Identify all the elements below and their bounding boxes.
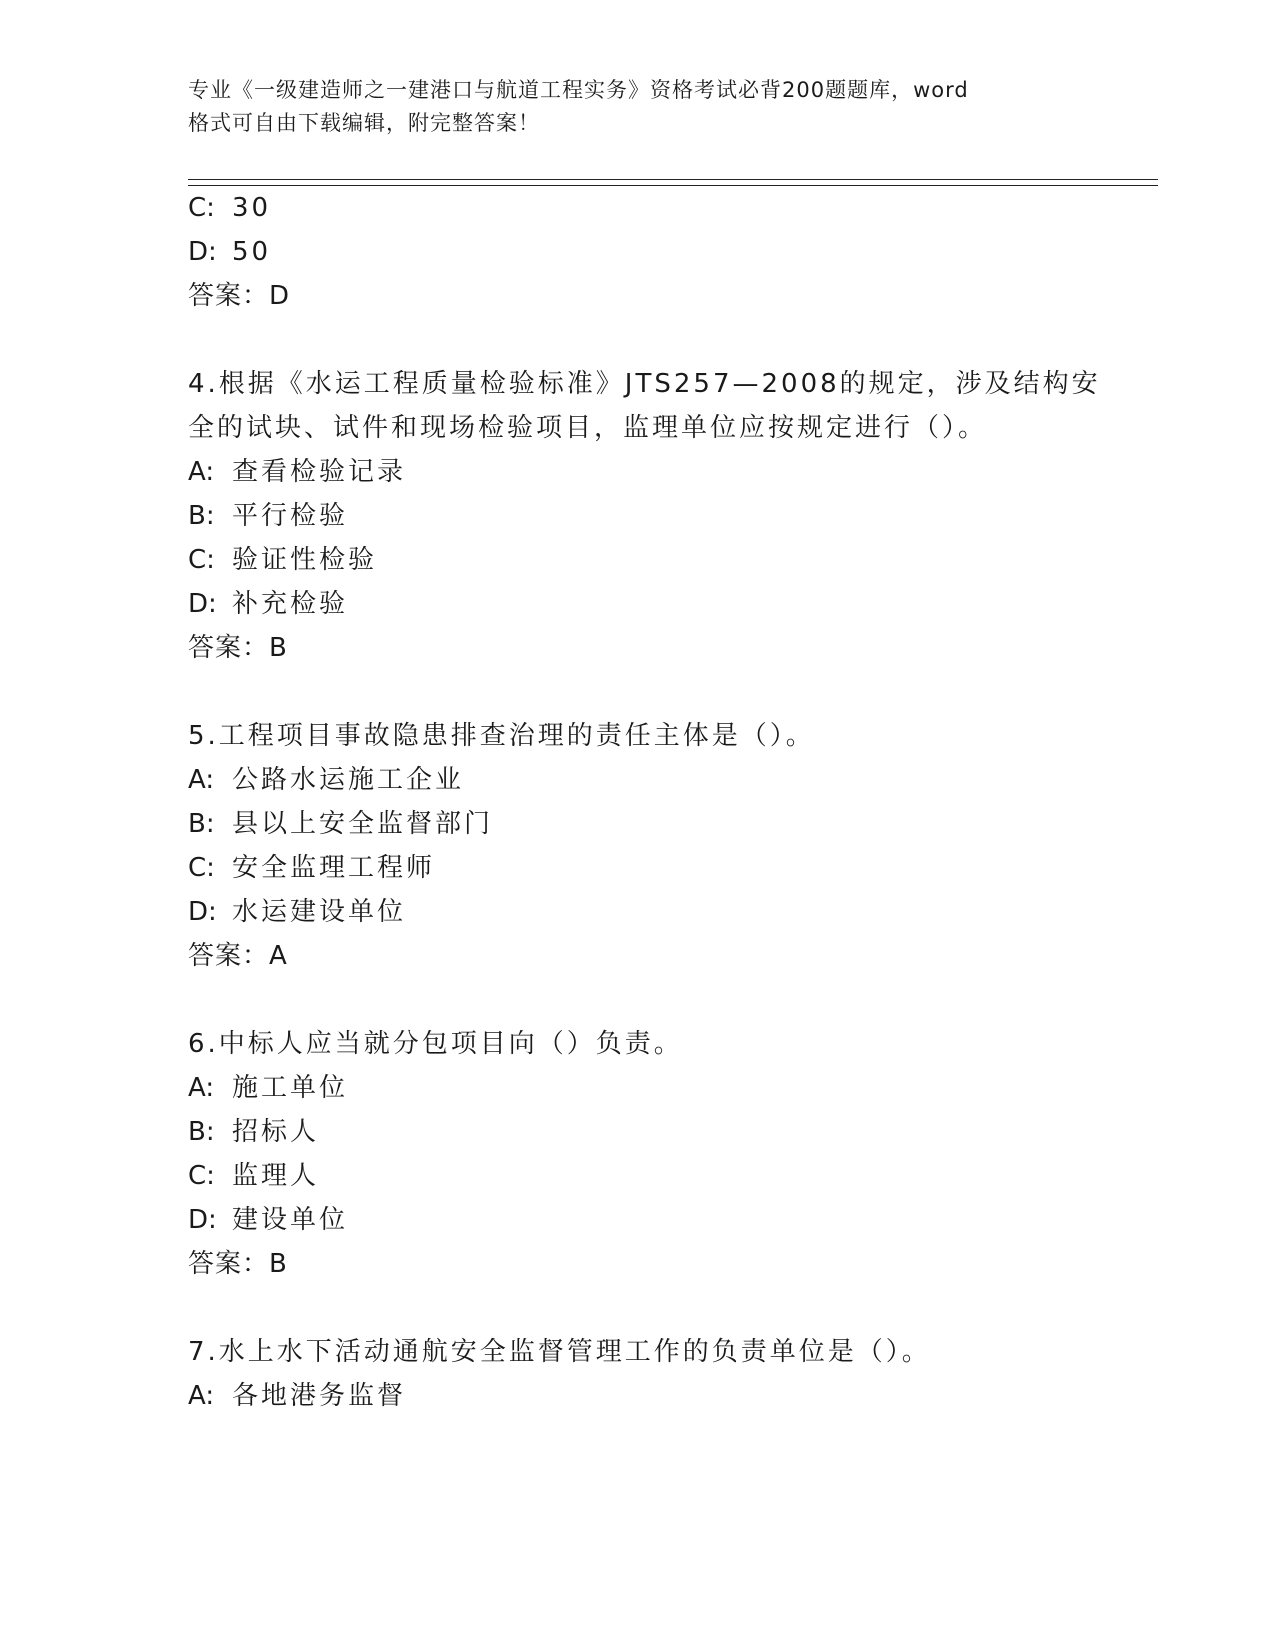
option-c [188,543,377,577]
option-text: 招标人 [232,1117,320,1147]
option-letter: C: [188,545,215,575]
option-text: 补充检验 [232,589,349,619]
option-a [188,455,406,489]
answer-line: 答案：A [188,941,288,971]
option-text: 县以上安全监督部门 [232,809,494,839]
option-letter: C: [188,1161,215,1191]
option-a [188,763,464,797]
option-b [188,807,493,841]
option-text: 查看检验记录 [232,457,407,487]
option-c [188,1159,319,1193]
option-text: 施工单位 [232,1073,349,1103]
answer-line: 答案：D [188,281,291,311]
option-letter: C: [188,193,215,223]
option-a [188,1379,406,1413]
header-line-1: 专业《一级建造师之一建港口与航道工程实务》资格考试必背200题题库，word [188,78,969,102]
option-text: 30 [232,193,272,223]
option-text: 监理人 [232,1161,320,1191]
question-stem: 7.水上水下活动通航安全监督管理工作的负责单位是（）。 [188,1337,931,1367]
header-line-2: 格式可自由下载编辑，附完整答案！ [188,111,540,135]
option-d [188,235,271,269]
option-c [188,851,435,885]
option-c [188,191,271,225]
option-text: 水运建设单位 [232,897,407,927]
option-text: 各地港务监督 [232,1381,407,1411]
option-text: 平行检验 [232,501,349,531]
option-text: 公路水运施工企业 [232,765,465,795]
answer-line: 答案：B [188,1249,288,1279]
option-letter: C: [188,853,215,883]
option-a [188,1071,348,1105]
option-text: 50 [232,237,272,267]
option-letter: D: [188,897,217,927]
document-header [188,74,1068,140]
option-letter: A: [188,1381,215,1411]
question-stem-continued: 全的试块、试件和现场检验项目，监理单位应按规定进行（）。 [188,413,988,443]
option-letter: B: [188,809,215,839]
question-stem: 4.根据《水运工程质量检验标准》JTS257—2008的规定，涉及结构安 [188,369,1101,399]
option-letter: A: [188,765,215,795]
option-d [188,1203,348,1237]
option-letter: D: [188,237,217,267]
header-divider [188,179,1158,186]
option-text: 建设单位 [232,1205,349,1235]
option-letter: D: [188,589,217,619]
question-stem: 5.工程项目事故隐患排查治理的责任主体是（）。 [188,721,815,751]
option-b [188,499,348,533]
option-text: 安全监理工程师 [232,853,436,883]
option-letter: A: [188,1073,215,1103]
option-letter: B: [188,1117,215,1147]
option-d [188,895,406,929]
option-b [188,1115,319,1149]
option-d [188,587,348,621]
answer-line: 答案：B [188,633,288,663]
option-letter: B: [188,501,215,531]
option-text: 验证性检验 [232,545,378,575]
option-letter: A: [188,457,215,487]
option-letter: D: [188,1205,217,1235]
question-stem: 6.中标人应当就分包项目向（）负责。 [188,1029,683,1059]
